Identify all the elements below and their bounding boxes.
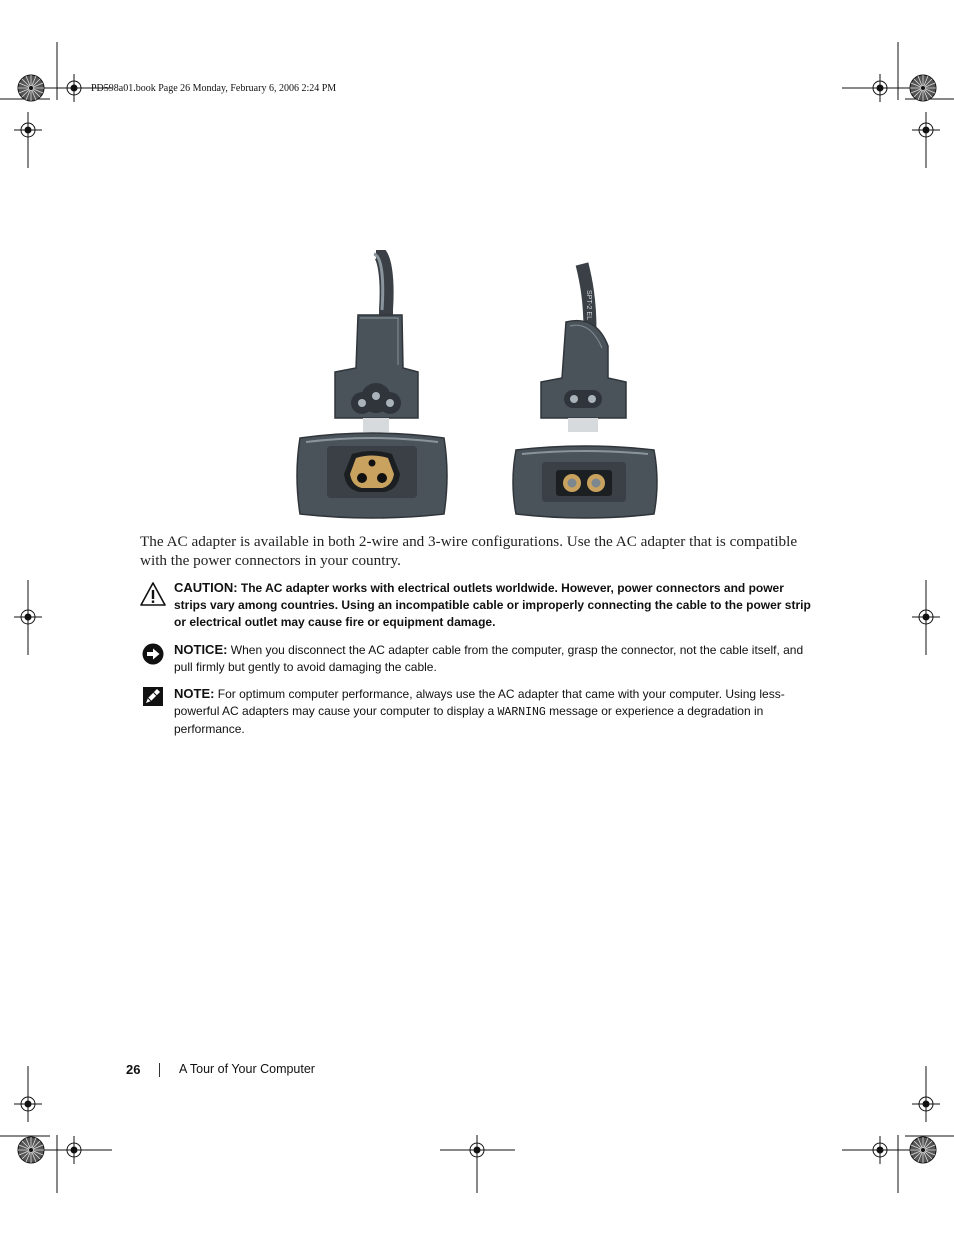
notice-label: NOTICE: — [174, 642, 228, 657]
notice-body: When you disconnect the AC adapter cable from the computer, grasp the connector, not the cable itself, and pull firmly but gently to avoid damaging the cable. — [174, 643, 804, 674]
print-slug-line: PD598a01.book Page 26 Monday, February 6, 2006 2:24 PM — [91, 83, 337, 94]
caution-label: CAUTION: — [174, 580, 238, 595]
footer-section-title: A Tour of Your Computer — [179, 1062, 315, 1076]
page-number: 26 — [126, 1062, 141, 1077]
note-text — [174, 685, 819, 738]
caution-text — [174, 579, 819, 631]
warning-code-text: WARNING — [497, 706, 546, 719]
notice-block — [140, 641, 820, 677]
note-pencil-icon — [140, 684, 166, 710]
notice-text — [174, 641, 819, 676]
caution-body: The AC adapter works with electrical outlets worldwide. However, power connectors and power strips vary among countries. Using an incompatible cable or improperly connecting the cable to the power strip or electrical outlet may cause fire or equipment damage. — [174, 581, 811, 629]
note-label: NOTE: — [174, 686, 215, 701]
note-body-end: message or experience a degradation in performance. — [174, 704, 764, 736]
adapter-configurations-paragraph: The AC adapter is available in both 2-wire and 3-wire configurations. Use the AC adapter that is compatible with the power connectors in your country. — [140, 533, 798, 569]
ac-adapter-connectors-image — [290, 250, 670, 522]
note-block — [140, 684, 820, 738]
note-body-start: For optimum computer performance, always use the AC adapter that came with your computer. Using less-powerful AC adapters may cause your computer to display a — [174, 687, 785, 718]
notice-arrow-icon — [140, 641, 166, 667]
footer-divider — [159, 1063, 160, 1077]
caution-block — [140, 581, 820, 637]
cable-print-text: SPT-2 EL — [585, 290, 592, 320]
warning-triangle-icon — [140, 581, 166, 607]
